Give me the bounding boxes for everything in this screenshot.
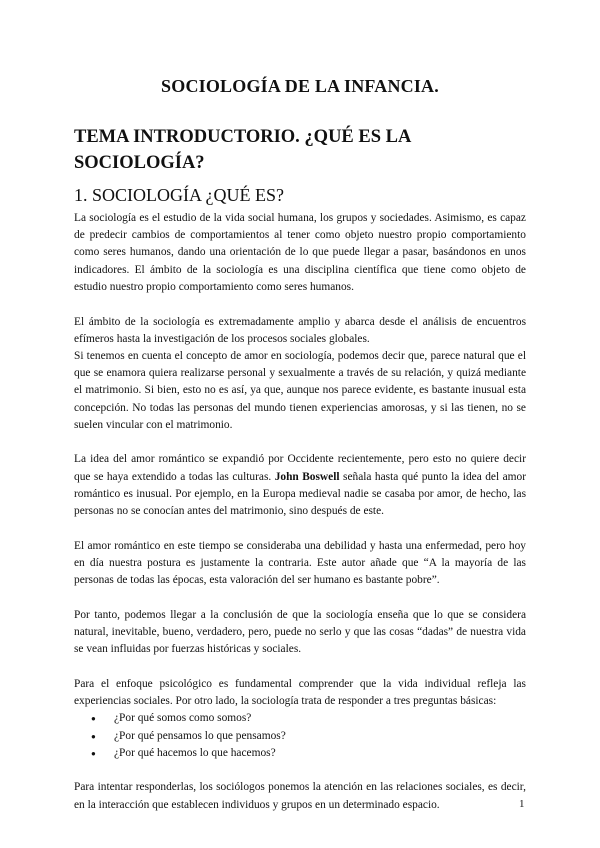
- section-heading: 1. SOCIOLOGÍA ¿QUÉ ES?: [74, 185, 284, 205]
- page-number: 1: [519, 798, 525, 810]
- paragraph-8: Para intentar responderlas, los sociólogos ponemos la atención en las relaciones sociales, es decir, en la interacción que establecen individuos y grupos en un determinado espacio.: [74, 781, 526, 811]
- paragraph-4-text-b: señala hasta qué punto la idea del amor romántico es inusual. Por ejemplo, en la Europa medieval nadie se casaba por amor, de hecho, las personas no se conocían antes del matrimonio, sino después de este.: [74, 470, 526, 518]
- list-item: ● ¿Por qué somos como somos?: [114, 710, 526, 727]
- paragraph-1: La sociología es el estudio de la vida social humana, los grupos y sociedades. Asimismo, es capaz de predecir cambios de comportamientos al tener como objeto nuestro propio comportamiento como seres humanos, dando una orientación de lo que puede llegar a pasar, basándonos en unos indicadores. El ámbito de la sociología es una disciplina científica que tiene como objeto de estudio nuestro propio comportamiento como seres humanos.: [74, 212, 526, 293]
- paragraph-5: El amor romántico en este tiempo se consideraba una debilidad y hasta una enfermedad, pero hoy en día nuestra postura es justamente la contraria. Este autor añade que “A la mayoría de las personas de todas las épocas, esta valoración del ser humano es bastante pobre”.: [74, 539, 526, 587]
- paragraph-2: El ámbito de la sociología es extremadamente amplio y abarca desde el análisis de encuentros efímeros hasta la investigación de los procesos sociales globales.: [74, 315, 526, 345]
- document-body: [74, 210, 526, 814]
- list-item: ● ¿Por qué pensamos lo que pensamos?: [114, 728, 526, 745]
- paragraph-6: Por tanto, podemos llegar a la conclusión de que la sociología enseña que lo que se considera natural, inevitable, bueno, verdadero, pero, puede no serlo y que las cosas “dadas” de nuestra vida se vean influidas por fuerzas históricas y sociales.: [74, 608, 526, 656]
- question-list: [74, 710, 526, 762]
- paragraph-3: Si tenemos en cuenta el concepto de amor en sociología, podemos decir que, parece natural que el que se enamora quiera realizarse personal y sexualmente a través de su relación, y quizá mediante el matrimonio. Si bien, esto no es así, ya que, aunque nos parece evidente, es bastante inusual esta concepción. No todas las personas del mundo tienen experiencias amorosas, y si las tienen, no se suelen vincular con el matrimonio.: [74, 349, 526, 431]
- paragraph-4: [74, 451, 526, 520]
- paragraph-4-text-a: La idea del amor romántico se expandió por Occidente recientemente, pero esto no quiere decir que se haya extendido a todas las culturas.: [74, 453, 526, 483]
- chapter-title: TEMA INTRODUCTORIO. ¿QUÉ ES LA SOCIOLOGÍA?: [74, 127, 411, 173]
- paragraph-7: Para el enfoque psicológico es fundamental comprender que la vida individual refleja las experiencias sociales. Por otro lado, la sociología trata de responder a tres preguntas básicas:: [74, 677, 526, 708]
- document-title: SOCIOLOGÍA DE LA INFANCIA.: [161, 76, 439, 96]
- author-name: John Boswell: [274, 470, 340, 483]
- list-item: ● ¿Por qué hacemos lo que hacemos?: [114, 745, 526, 762]
